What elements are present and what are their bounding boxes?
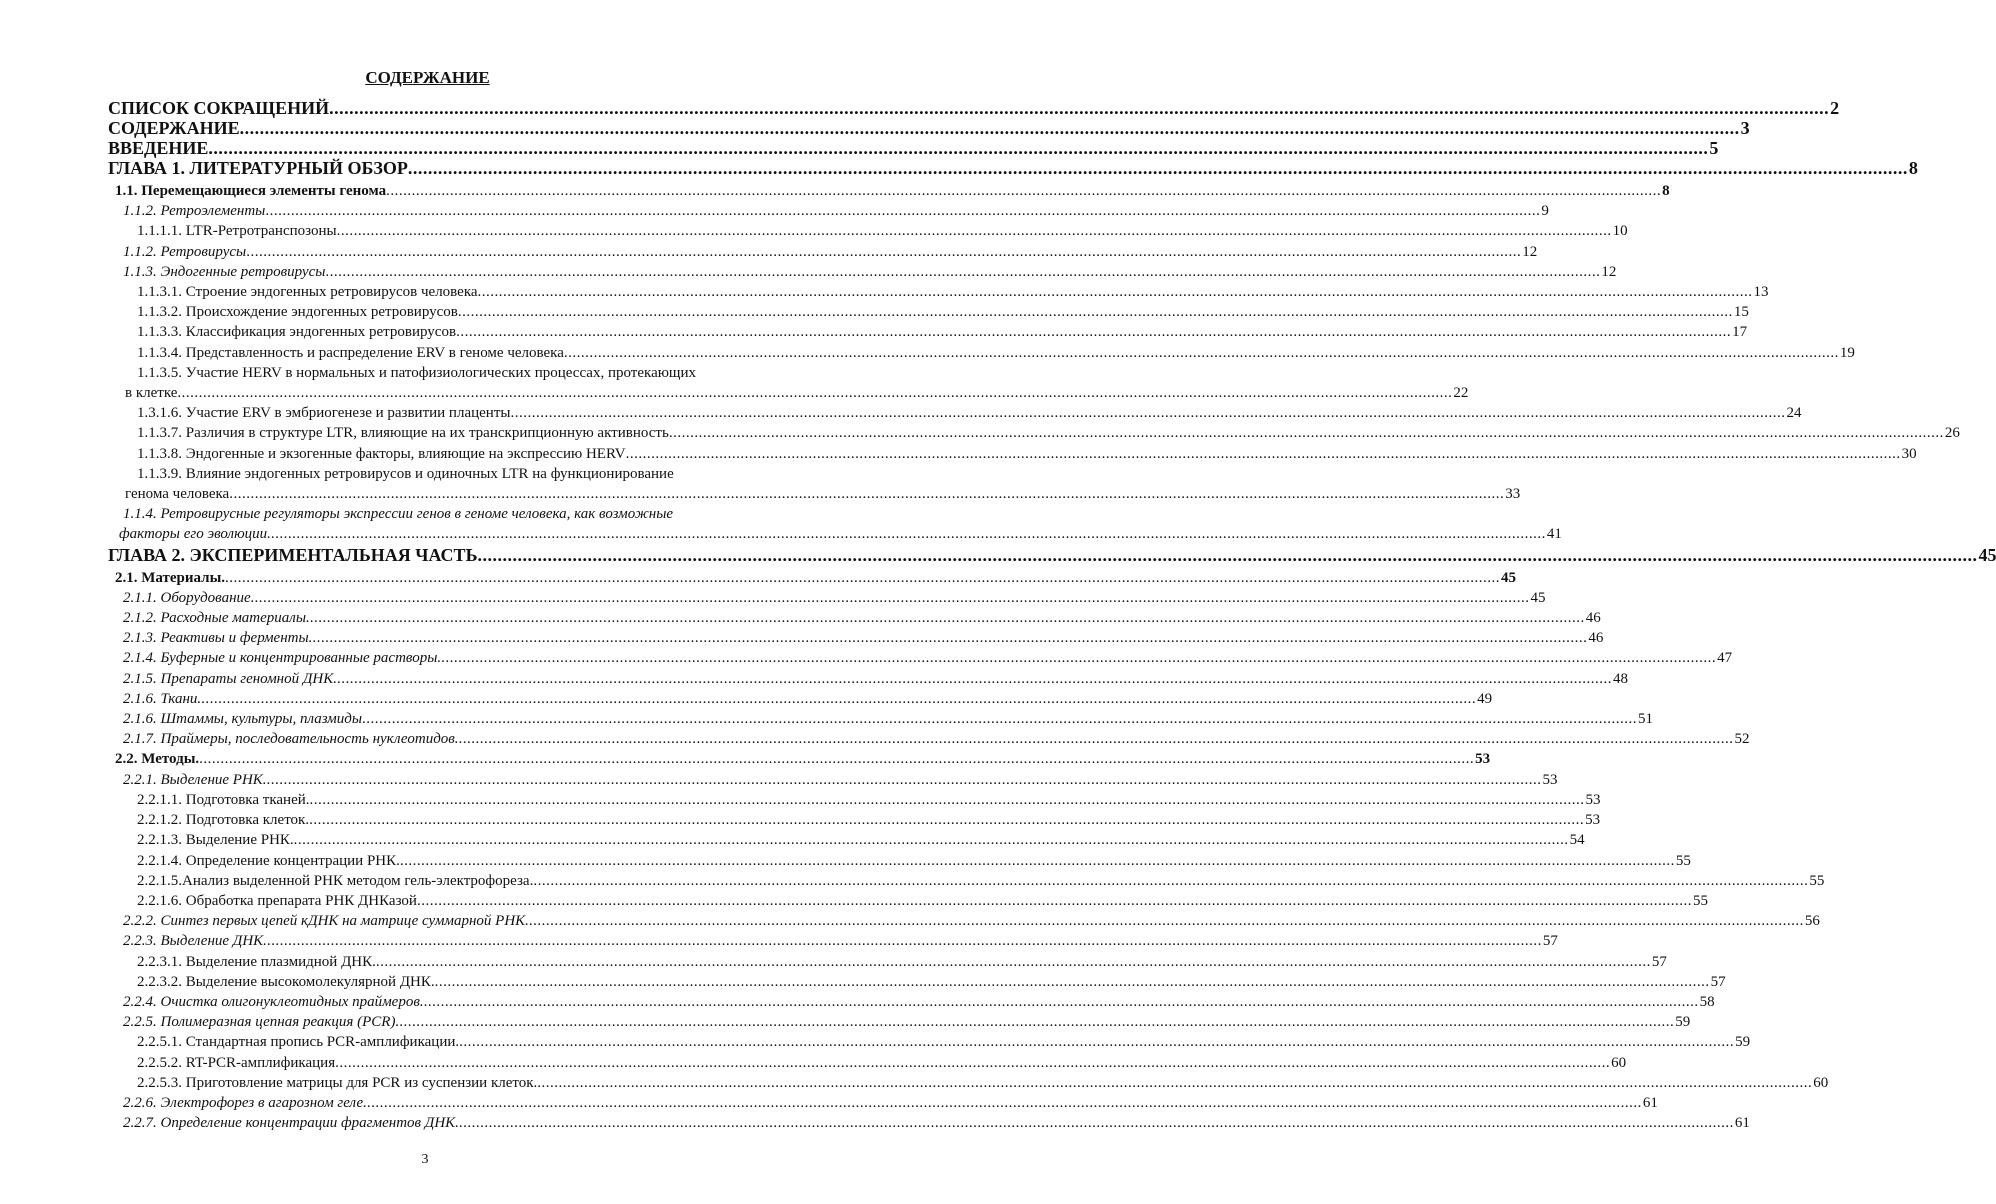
toc-entry-label: 2.2.4. Очистка олигонуклеотидных праймеров. xyxy=(123,993,424,1010)
dot-leader: ............................................................................................................................................................................................................................................................................................................ xyxy=(177,385,1453,402)
dot-leader: ............................................................................................................................................................................................................................................................................................................ xyxy=(477,544,1978,565)
toc-entry-label: 2.2.6. Электрофорез в агарозном геле. xyxy=(123,1094,367,1111)
toc-entry-label: 2.2.5.3. Приготовление матрицы для PCR из суспензии клеток. xyxy=(137,1074,538,1091)
toc-entry-label: 2.2.5.2. RT-PCR-амплификация xyxy=(137,1054,336,1071)
dot-leader: ............................................................................................................................................................................................................................................................................................................ xyxy=(225,569,1501,586)
toc-entry-label: 2.1. Материалы. xyxy=(115,569,226,586)
toc-entry-label: 2.2.1.5.Анализ выделенной РНК методом гель-электрофореза. xyxy=(137,872,534,889)
toc-entry-label: 1.1.2. Ретровирусы xyxy=(123,243,247,260)
toc-page-number: 57 xyxy=(1651,953,1667,970)
dot-leader: ............................................................................................................................................................................................................................................................................................................ xyxy=(239,118,1740,138)
toc-page-number: 53 xyxy=(1542,771,1558,788)
toc-entry-label: 2.2.3.2. Выделение высокомолекулярной ДНК. xyxy=(137,973,435,990)
toc-entry-label: 2.2.1. Выделение РНК. xyxy=(123,771,267,788)
toc-entry-label: 1.1.3.8. Эндогенные и экзогенные факторы, влияющие на экспрессию HERV xyxy=(137,445,626,462)
dot-leader: ............................................................................................................................................................................................................................................................................................................ xyxy=(533,872,1809,889)
dot-leader: ............................................................................................................................................................................................................................................................................................................ xyxy=(309,812,1585,829)
toc-page-number: 5 xyxy=(1709,138,1719,158)
toc-page-number: 24 xyxy=(1786,405,1802,422)
toc-entry-label: 1.1.3.3. Классификация эндогенных ретровирусов xyxy=(137,324,457,341)
toc-entry[interactable] xyxy=(0,851,1691,871)
toc-entry[interactable] xyxy=(0,282,1769,302)
toc-entry[interactable] xyxy=(0,790,1601,810)
dot-leader: ............................................................................................................................................................................................................................................................................................................ xyxy=(399,852,1675,869)
toc-entry-label: 1.1.3. Эндогенные ретровирусы xyxy=(123,263,326,280)
toc-entry[interactable] xyxy=(0,770,1558,790)
toc-entry[interactable] xyxy=(0,608,1601,628)
toc-entry-label: 1.1. Перемещающиеся элементы генома xyxy=(115,183,387,199)
toc-entry-label: СПИСОК СОКРАЩЕНИЙ xyxy=(108,98,330,118)
toc-entry-label: 2.2.2. Синтез первых цепей кДНК на матрице суммарной РНК. xyxy=(123,913,529,930)
toc-page-number: 48 xyxy=(1612,670,1628,687)
dot-leader: ............................................................................................................................................................................................................................................................................................................ xyxy=(208,138,1709,158)
toc-entry-label: 2.1.2. Расходные материалы. xyxy=(123,610,310,627)
toc-entry[interactable] xyxy=(0,504,1562,544)
dot-leader: ............................................................................................................................................................................................................................................................................................................ xyxy=(335,1054,1611,1071)
dot-leader: ............................................................................................................................................................................................................................................................................................................ xyxy=(668,425,1944,442)
dot-leader: ............................................................................................................................................................................................................................................................................................................ xyxy=(229,486,1505,503)
page-number: 3 xyxy=(421,1152,429,1167)
dot-leader: ............................................................................................................................................................................................................................................................................................................ xyxy=(458,731,1734,748)
toc-entry-label: 1.3.1.6. Участие ERV в эмбриогенезе и развитии плаценты xyxy=(137,405,511,422)
toc-entry-label: 2.2.7. Определение концентрации фрагментов ДНК. xyxy=(123,1115,459,1132)
toc-page-number: 2 xyxy=(1830,98,1840,118)
toc-page-number: 45 xyxy=(1501,569,1517,586)
toc-entry[interactable] xyxy=(0,931,1558,951)
toc-page-number: 41 xyxy=(1546,526,1562,543)
dot-leader: ............................................................................................................................................................................................................................................................................................................ xyxy=(293,832,1569,849)
toc-page-number: 46 xyxy=(1585,610,1601,627)
toc-entry[interactable] xyxy=(0,403,1802,423)
dot-leader: ............................................................................................................................................................................................................................................................................................................ xyxy=(399,1014,1675,1031)
toc-entry-label: 1.1.3.2. Происхождение эндогенных ретровирусов xyxy=(137,304,458,321)
toc-entry-label: 2.2.1.1. Подготовка тканей. xyxy=(137,791,310,808)
toc-entry[interactable] xyxy=(0,729,1750,749)
toc-entry[interactable] xyxy=(0,1053,1627,1073)
toc-page-number: 46 xyxy=(1588,630,1604,647)
toc-page-number: 30 xyxy=(1901,445,1917,462)
toc-entry[interactable] xyxy=(0,952,1667,972)
toc-page-number: 53 xyxy=(1585,812,1601,829)
toc-entry[interactable] xyxy=(0,1012,1691,1032)
toc-entry-label: ГЛАВА 2. ЭКСПЕРИМЕНТАЛЬНАЯ ЧАСТЬ xyxy=(108,544,478,565)
page-title: СОДЕРЖАНИЕ xyxy=(365,68,490,87)
toc-entry-label: 2.1.5. Препараты геномной ДНК. xyxy=(123,670,337,687)
toc-page-number: 59 xyxy=(1735,1034,1751,1051)
toc-page-number: 45 xyxy=(1978,544,1996,565)
toc-entry[interactable] xyxy=(0,709,1654,729)
toc-entry-label: 1.1.3.5. Участие HERV в нормальных и патофизиологических процессах, протекающих xyxy=(137,364,697,381)
toc-entry-label: 1.1.3.1. Строение эндогенных ретровирусов человека xyxy=(137,284,478,301)
toc-page-number: 26 xyxy=(1944,425,1960,442)
toc-entry-label: 1.1.2. Ретроэлементы xyxy=(123,203,266,220)
toc-page-number: 61 xyxy=(1734,1115,1750,1132)
toc-page-number: 56 xyxy=(1804,913,1820,930)
toc-page-number: 33 xyxy=(1505,486,1521,503)
toc-entry[interactable] xyxy=(0,444,1917,464)
toc-entry-label: 2.2.1.4. Определение концентрации РНК. xyxy=(137,852,400,869)
toc-page-number: 55 xyxy=(1809,872,1825,889)
toc-page-number: 8 xyxy=(1662,183,1670,199)
dot-leader: ............................................................................................................................................................................................................................................................................................................ xyxy=(266,933,1542,950)
dot-leader: ............................................................................................................................................................................................................................................................................................................ xyxy=(375,953,1651,970)
toc-page-number: 59 xyxy=(1675,1014,1691,1031)
toc-entry[interactable] xyxy=(0,118,1750,138)
dot-leader: ............................................................................................................................................................................................................................................................................................................ xyxy=(246,243,1522,260)
dot-leader: ............................................................................................................................................................................................................................................................................................................ xyxy=(336,670,1612,687)
toc-entry[interactable] xyxy=(0,588,1546,608)
toc-entry-label: 2.1.3. Реактивы и ферменты. xyxy=(123,630,313,647)
toc-entry[interactable] xyxy=(0,648,1733,668)
toc-page-number: 47 xyxy=(1717,650,1733,667)
toc-entry-label: 2.1.6. Штаммы, культуры, плазмиды xyxy=(123,711,363,728)
toc-entry[interactable] xyxy=(0,871,1825,891)
toc-entry-label: 1.1.3.7. Различия в структуре LTR, влияющие на их транскрипционную активность xyxy=(137,425,669,442)
toc-entry[interactable] xyxy=(0,201,1549,221)
toc-entry-label: 2.1.6. Ткани. xyxy=(123,690,202,707)
toc-entry-label: 1.1.3.9. Влияние эндогенных ретровирусов и одиночных LTR на функционирование xyxy=(137,465,674,482)
table-of-contents xyxy=(0,98,1996,1133)
dot-leader: ............................................................................................................................................................................................................................................................................................................ xyxy=(528,913,1804,930)
toc-entry-label: 2.1.1. Оборудование. xyxy=(123,589,255,606)
toc-page-number: 15 xyxy=(1733,304,1749,321)
toc-entry-label: 2.2. Методы. xyxy=(115,751,200,768)
toc-entry[interactable] xyxy=(0,1113,1750,1133)
dot-leader: ............................................................................................................................................................................................................................................................................................................ xyxy=(325,263,1601,280)
toc-entry[interactable] xyxy=(0,972,1726,992)
toc-entry-label: 1.1.4. Ретровирусные регуляторы экспрессии генов в геноме человека, как возможные xyxy=(123,506,674,523)
toc-entry[interactable] xyxy=(0,322,1748,342)
toc-entry-label: 2.2.1.2. Подготовка клеток. xyxy=(137,812,310,829)
toc-page-number: 3 xyxy=(1740,118,1750,138)
toc-entry[interactable] xyxy=(0,98,1840,118)
dot-leader: ............................................................................................................................................................................................................................................................................................................ xyxy=(270,526,1546,543)
toc-entry-label: 2.1.7. Праймеры, последовательность нуклеотидов. xyxy=(123,731,459,748)
toc-entry[interactable] xyxy=(0,423,1960,443)
toc-page-number: 19 xyxy=(1839,344,1855,361)
toc-page-number: 53 xyxy=(1475,751,1491,768)
toc-page-number: 9 xyxy=(1541,203,1549,220)
dot-leader: ............................................................................................................................................................................................................................................................................................................ xyxy=(329,98,1830,118)
dot-leader: ............................................................................................................................................................................................................................................................................................................ xyxy=(201,690,1477,707)
toc-entry-label-continued: генома человека xyxy=(125,486,230,503)
dot-leader: ............................................................................................................................................................................................................................................................................................................ xyxy=(459,1034,1735,1051)
dot-leader: ............................................................................................................................................................................................................................................................................................................ xyxy=(458,1115,1734,1132)
toc-page-number: 8 xyxy=(1908,158,1918,178)
dot-leader: ............................................................................................................................................................................................................................................................................................................ xyxy=(309,610,1585,627)
toc-page-number: 51 xyxy=(1638,711,1654,728)
dot-leader: ............................................................................................................................................................................................................................................................................................................ xyxy=(407,158,1908,178)
toc-page-number: 17 xyxy=(1732,324,1748,341)
toc-entry-label: 2.2.5. Полимеразная цепная реакция (PCR). xyxy=(123,1014,400,1031)
dot-leader: ............................................................................................................................................................................................................................................................................................................ xyxy=(309,791,1585,808)
dot-leader: ............................................................................................................................................................................................................................................................................................................ xyxy=(312,630,1588,647)
toc-page-number: 45 xyxy=(1530,589,1546,606)
dot-leader: ............................................................................................................................................................................................................................................................................................................ xyxy=(416,892,1692,909)
toc-entry[interactable] xyxy=(0,830,1585,850)
toc-page-number: 12 xyxy=(1522,243,1538,260)
toc-entry[interactable] xyxy=(0,242,1538,262)
dot-leader: ............................................................................................................................................................................................................................................................................................................ xyxy=(336,223,1612,240)
toc-entry-label: 2.2.1.6. Обработка препарата РНК ДНКазой xyxy=(137,892,417,909)
dot-leader: ............................................................................................................................................................................................................................................................................................................ xyxy=(563,344,1839,361)
toc-page-number: 60 xyxy=(1813,1074,1829,1091)
toc-entry[interactable] xyxy=(0,669,1628,689)
toc-entry-label: 1.1.1.1. LTR-Ретротранспозоны xyxy=(137,223,337,240)
toc-page-number: 54 xyxy=(1569,832,1585,849)
toc-entry-label: 2.2.5.1. Стандартная пропись PCR-амплификации. xyxy=(137,1034,460,1051)
toc-page-number: 58 xyxy=(1699,993,1715,1010)
toc-entry[interactable] xyxy=(0,749,1491,769)
dot-leader: ............................................................................................................................................................................................................................................................................................................ xyxy=(266,771,1542,788)
dot-leader: ............................................................................................................................................................................................................................................................................................................ xyxy=(423,993,1699,1010)
dot-leader: ............................................................................................................................................................................................................................................................................................................ xyxy=(265,203,1541,220)
toc-page-number: 10 xyxy=(1612,223,1628,240)
toc-entry[interactable] xyxy=(0,689,1493,709)
toc-entry[interactable] xyxy=(0,1073,1829,1093)
toc-page-number: 57 xyxy=(1710,973,1726,990)
dot-leader: ............................................................................................................................................................................................................................................................................................................ xyxy=(366,1094,1642,1111)
dot-leader: ............................................................................................................................................................................................................................................................................................................ xyxy=(199,751,1475,768)
toc-entry-label: 2.2.3. Выделение ДНК. xyxy=(123,933,267,950)
toc-entry[interactable] xyxy=(0,911,1820,931)
toc-page-number: 57 xyxy=(1542,933,1558,950)
toc-entry-label: ГЛАВА 1. ЛИТЕРАТУРНЫЙ ОБЗОР xyxy=(108,158,408,178)
toc-entry[interactable] xyxy=(0,302,1749,322)
toc-entry[interactable] xyxy=(0,138,1719,158)
toc-entry-label-continued: в клетке xyxy=(125,385,178,402)
toc-entry[interactable] xyxy=(0,544,1996,565)
toc-entry-label: ВВЕДЕНИЕ xyxy=(108,138,209,158)
toc-entry-label: 1.1.3.4. Представленность и распределение ERV в геноме человека xyxy=(137,344,564,361)
toc-page-number: 12 xyxy=(1601,263,1617,280)
toc-entry[interactable] xyxy=(0,810,1601,830)
toc-entry[interactable] xyxy=(0,568,1517,588)
toc-page-number: 22 xyxy=(1453,385,1469,402)
dot-leader: ............................................................................................................................................................................................................................................................................................................ xyxy=(386,183,1662,199)
toc-entry[interactable] xyxy=(0,1032,1751,1052)
toc-page-number: 49 xyxy=(1477,690,1493,707)
toc-entry-label: 2.1.4. Буферные и концентрированные растворы. xyxy=(123,650,442,667)
toc-entry[interactable] xyxy=(0,891,1708,911)
toc-entry-label: 2.2.1.3. Выделение РНК. xyxy=(137,832,294,849)
dot-leader: ............................................................................................................................................................................................................................................................................................................ xyxy=(457,304,1733,321)
toc-page-number: 61 xyxy=(1642,1094,1658,1111)
toc-page-number: 55 xyxy=(1675,852,1691,869)
toc-entry[interactable] xyxy=(0,992,1715,1012)
toc-entry-label-continued: факторы его эволюции. xyxy=(119,526,271,543)
toc-entry[interactable] xyxy=(0,343,1855,363)
toc-page-number: 60 xyxy=(1611,1054,1627,1071)
dot-leader: ............................................................................................................................................................................................................................................................................................................ xyxy=(362,711,1638,728)
toc-entry[interactable] xyxy=(0,464,1521,504)
dot-leader: ............................................................................................................................................................................................................................................................................................................ xyxy=(456,324,1732,341)
toc-page-number: 53 xyxy=(1585,791,1601,808)
toc-page-number: 52 xyxy=(1734,731,1750,748)
toc-entry[interactable] xyxy=(0,363,1469,403)
dot-leader: ............................................................................................................................................................................................................................................................................................................ xyxy=(441,650,1717,667)
dot-leader: ............................................................................................................................................................................................................................................................................................................ xyxy=(254,589,1530,606)
toc-page-number: 13 xyxy=(1753,284,1769,301)
toc-entry[interactable] xyxy=(0,1093,1658,1113)
toc-entry[interactable] xyxy=(0,181,1670,201)
dot-leader: ............................................................................................................................................................................................................................................................................................................ xyxy=(477,284,1753,301)
toc-entry[interactable] xyxy=(0,221,1628,241)
toc-entry[interactable] xyxy=(0,262,1617,282)
dot-leader: ............................................................................................................................................................................................................................................................................................................ xyxy=(537,1074,1813,1091)
toc-entry-label: СОДЕРЖАНИЕ xyxy=(108,118,240,138)
toc-entry-label: 2.2.3.1. Выделение плазмидной ДНК. xyxy=(137,953,376,970)
toc-page-number: 55 xyxy=(1692,892,1708,909)
dot-leader: ............................................................................................................................................................................................................................................................................................................ xyxy=(434,973,1710,990)
toc-entry[interactable] xyxy=(0,628,1604,648)
toc-entry[interactable] xyxy=(0,158,1918,178)
dot-leader: ............................................................................................................................................................................................................................................................................................................ xyxy=(510,405,1786,422)
dot-leader: ............................................................................................................................................................................................................................................................................................................ xyxy=(625,445,1901,462)
